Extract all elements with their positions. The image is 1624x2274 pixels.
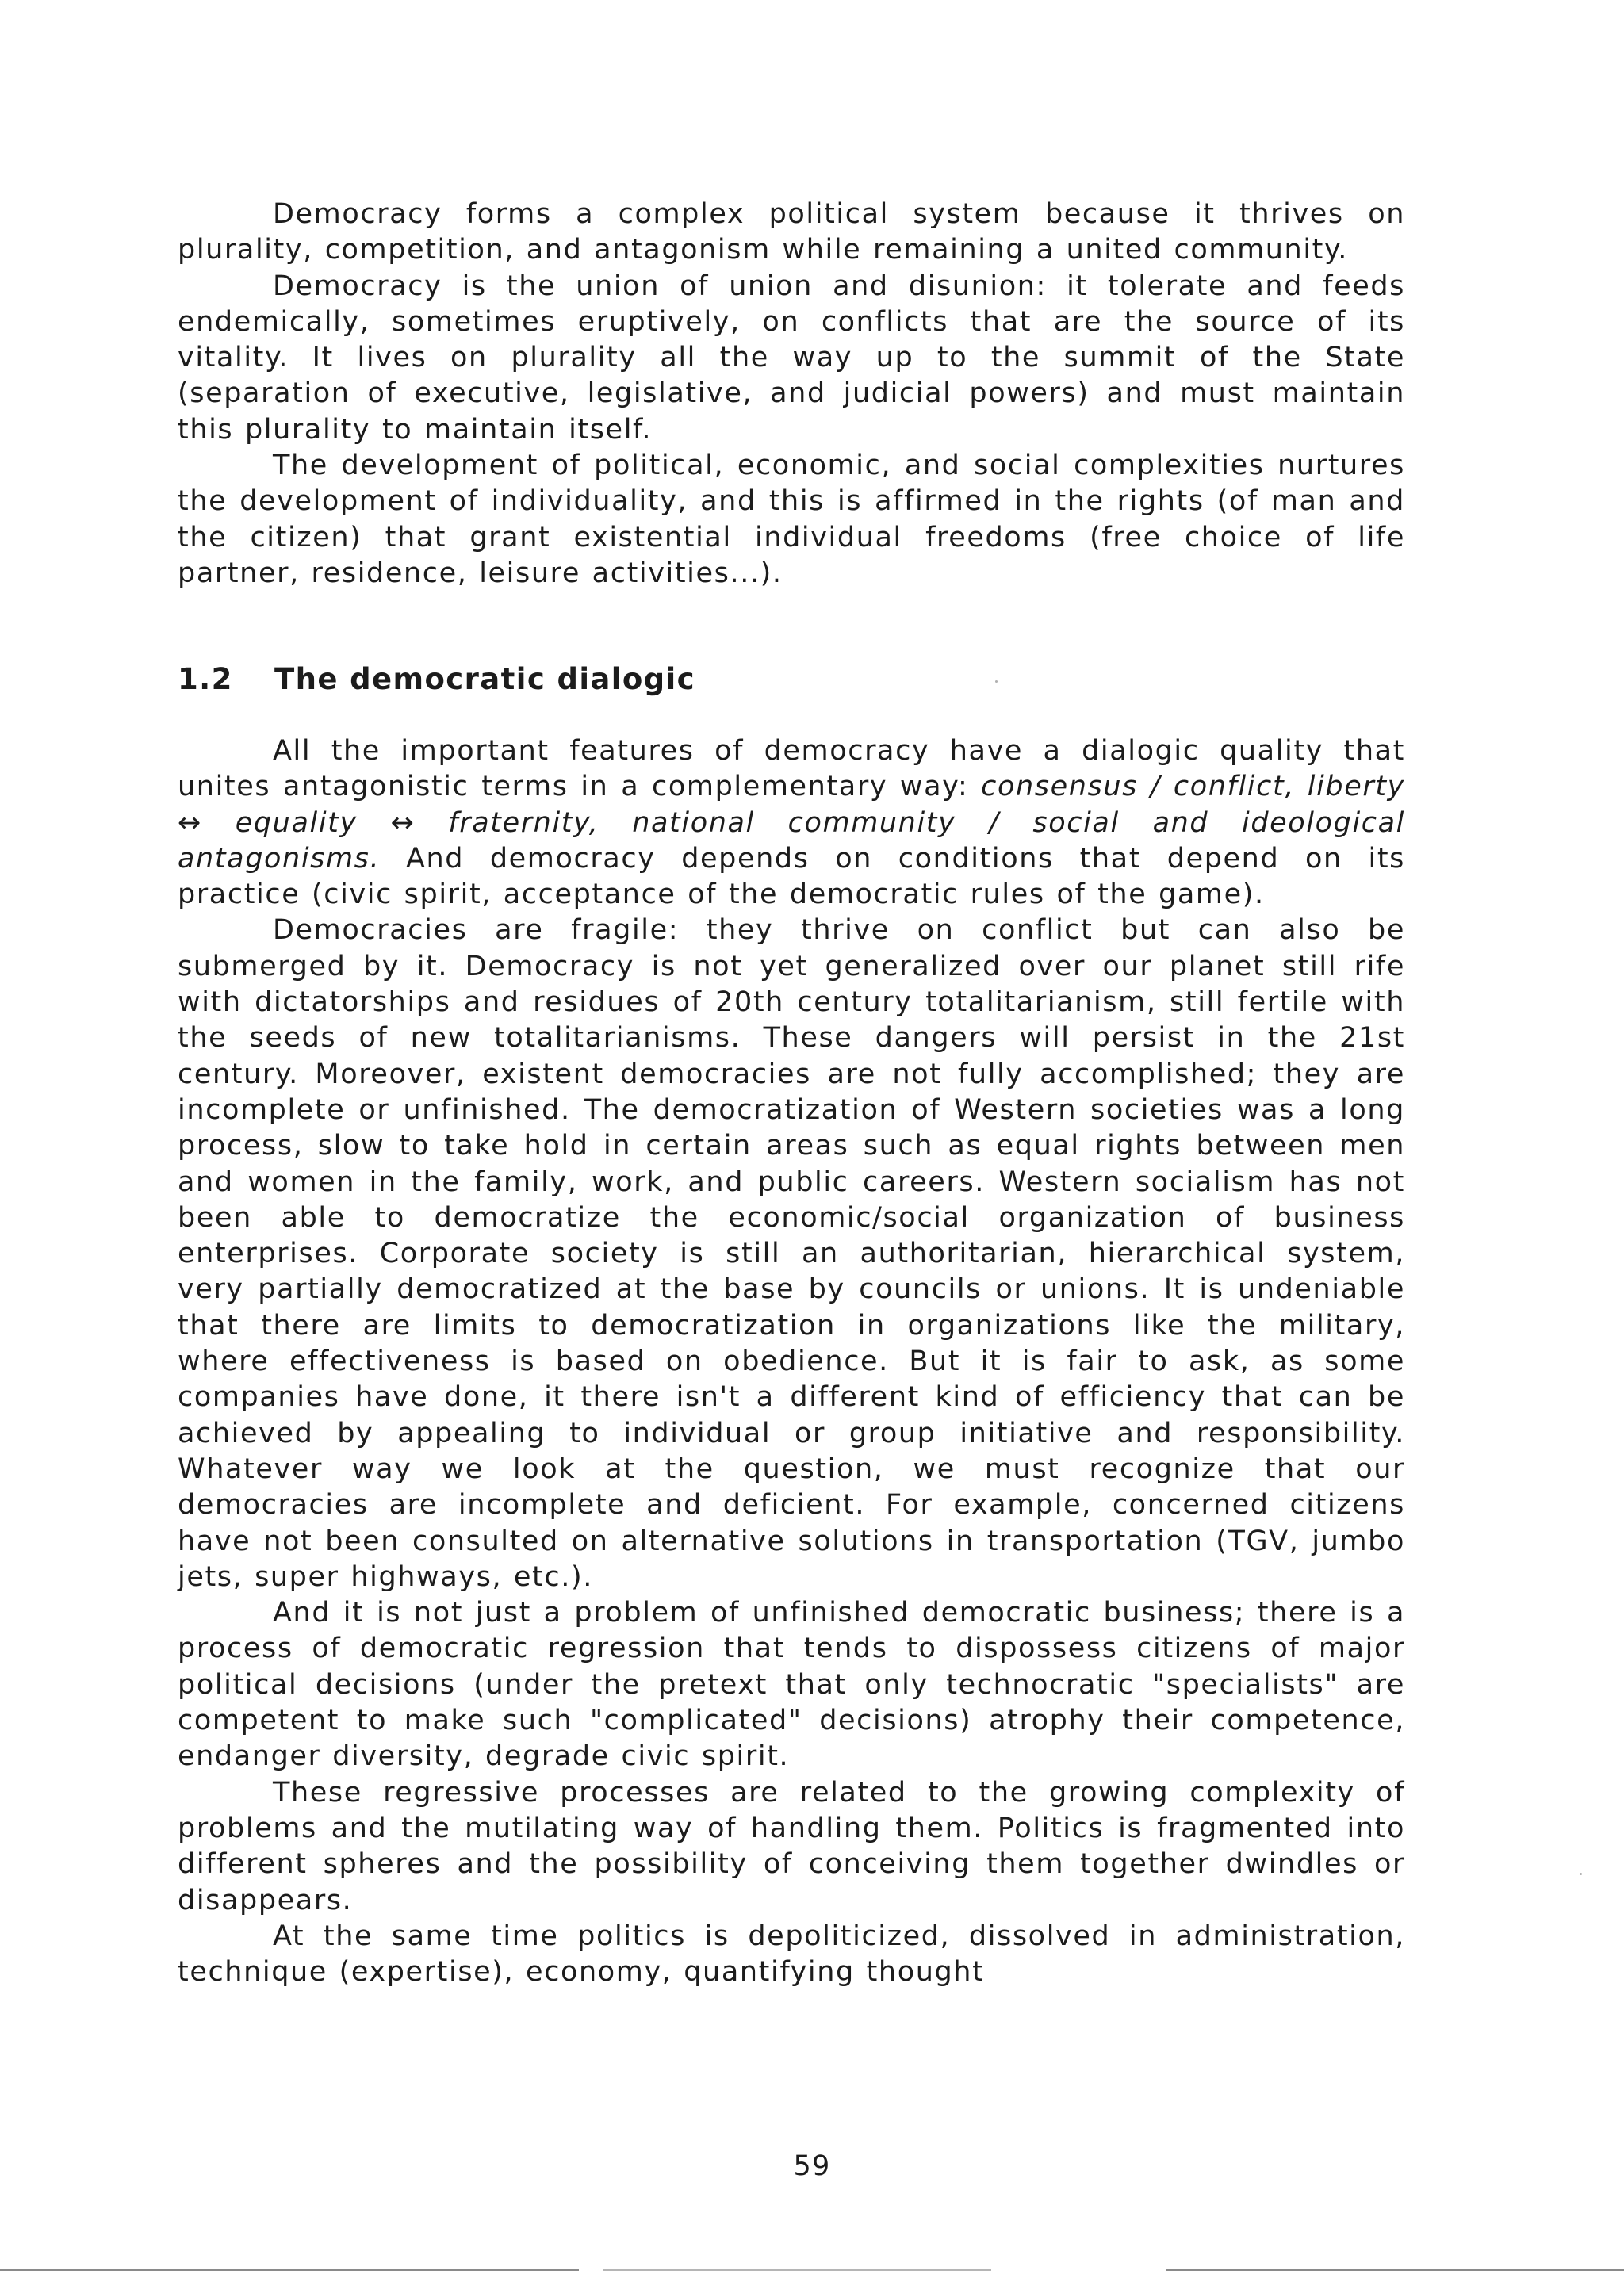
scan-speck	[1580, 1873, 1582, 1875]
section-heading	[178, 662, 1405, 696]
section-paragraph-4: These regressive processes are related to the growing complexity of problems and the mutilating way of handling them. Politics is fragmented into different spheres and the possibility of conceiving them together dwindles or disappears.	[178, 1776, 1405, 1916]
footer-rule	[603, 2269, 991, 2271]
page-number: 59	[793, 2150, 831, 2182]
intro-paragraph-1: Democracy forms a complex political system because it thrives on plurality, competition, and antagonism while remaining a united community.	[178, 198, 1405, 266]
footer-rule	[1166, 2269, 1624, 2271]
section-paragraph-5: At the same time politics is depoliticized, dissolved in administration, technique (expertise), economy, quantifying thought	[178, 1920, 1405, 1989]
section-paragraph-1-lead: All the important features of democracy have a dialogic quality that unites antagonistic terms in a complementary way:	[178, 735, 1405, 803]
intro-text	[178, 197, 1405, 591]
section-paragraph-3: And it is not just a problem of unfinished democratic business; there is a process of democratic regression that tends to dispossess citizens of major political decisions (under the pretext that only technocratic "specialists" are competent to make such "complicated" decisions) atrophy their competence, endanger diversity, degrade civic spirit.	[178, 1597, 1405, 1773]
section-number: 1.2	[178, 662, 233, 696]
intro-paragraph-3: The development of political, economic, and social complexities nurtures the development of individuality, and this is affirmed in the rights (of man and the citizen) that grant existential individual freedoms (free choice of life partner, residence, leisure activities...).	[178, 450, 1405, 589]
section-paragraph-1	[178, 733, 1405, 913]
section-paragraph-1-tail: And democracy depends on conditions that depend on its practice (civic spirit, acceptance of the democratic rules of the game).	[178, 842, 1405, 911]
scan-speck	[995, 680, 998, 683]
intro-paragraph-2: Democracy is the union of union and disunion: it tolerate and feeds endemically, sometimes eruptively, on conflicts that are the source of its vitality. It lives on plurality all the way up to the summit of the State (separation of executive, legislative, and judicial powers) and must maintain this plurality to maintain itself.	[178, 270, 1405, 446]
footer-rule	[0, 2269, 579, 2271]
section-paragraph-1-italic: consensus / conflict, liberty ↔ equality ↔ fraternity, national community / social and ideological antagonisms.	[178, 771, 1405, 875]
section-title: The democratic dialogic	[274, 662, 695, 696]
section-text	[178, 733, 1405, 1990]
section-paragraph-2: Democracies are fragile: they thrive on conflict but can also be submerged by it. Democracy is not yet generalized over our planet still rife with dictatorships and residues of 20th century totalitarianism, still fertile with the seeds of new totalitarianisms. These dangers will persist in the 21st century. Moreover, existent democracies are not fully accomplished; they are incomplete or unfinished. The democratization of Western societies was a long process, slow to take hold in certain areas such as equal rights between men and women in the family, work, and public careers. Western socialism has not been able to democratize the economic/social organization of business enterprises. Corporate society is still an authoritarian, hierarchical system, very partially democratized at the base by councils or unions. It is undeniable that there are limits to democratization in organizations like the military, where effectiveness is based on obedience. But it is fair to ask, as some companies have done, it there isn't a different kind of efficiency that can be achieved by appealing to individual or group initiative and responsibility. Whatever way we look at the question, we must recognize that our democracies are incomplete and deficient. For example, concerned citizens have not been consulted on alternative solutions in transportation (TGV, jumbo jets, super highways, etc.).	[178, 914, 1405, 1593]
